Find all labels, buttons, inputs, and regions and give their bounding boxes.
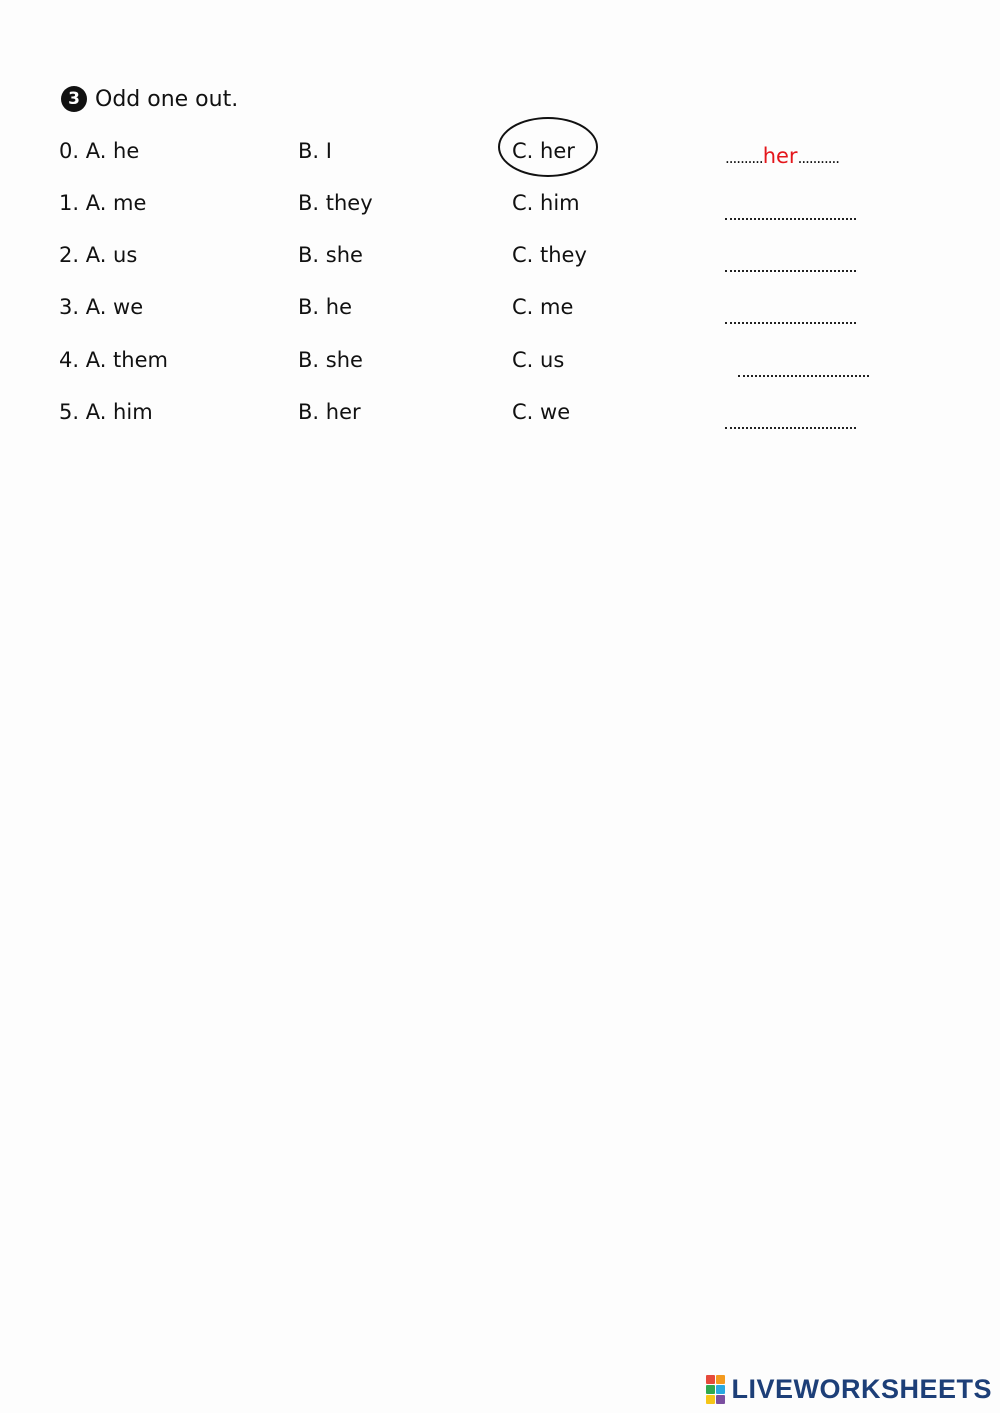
answer-dotted-line (725, 198, 856, 220)
option-b: B. they (298, 191, 373, 215)
question-row-0 (0, 136, 1000, 166)
question-row-3 (0, 292, 1000, 322)
answer-input-4[interactable] (738, 355, 869, 375)
answer-dotted-line (725, 250, 856, 272)
liveworksheets-logo (706, 1374, 992, 1405)
answer-input-3[interactable] (725, 302, 856, 322)
option-c: C. us (512, 348, 565, 372)
exercise-heading (61, 84, 238, 114)
answer-input-2[interactable] (725, 250, 856, 270)
option-b: B. her (298, 400, 361, 424)
question-row-4 (0, 345, 1000, 375)
logo-tiles-icon (706, 1375, 725, 1404)
option-a: 4. A. them (59, 348, 168, 372)
answer-dotted-line (738, 355, 869, 377)
exercise-number-badge: 3 (61, 86, 87, 112)
option-b: B. I (298, 139, 332, 163)
logo-text: LIVEWORKSHEETS (731, 1374, 992, 1404)
option-c: C. they (512, 243, 587, 267)
option-a: 5. A. him (59, 400, 153, 424)
answer-dotted-line (725, 407, 856, 429)
option-c-circled: C. her (512, 136, 575, 166)
option-b: B. she (298, 348, 363, 372)
answer-input-1[interactable] (725, 198, 856, 218)
option-a: 1. A. me (59, 191, 147, 215)
question-row-2 (0, 240, 1000, 270)
option-a: 3. A. we (59, 295, 144, 319)
answer-dotted-line (725, 302, 856, 324)
question-row-5 (0, 397, 1000, 427)
option-b: B. he (298, 295, 352, 319)
question-row-1 (0, 188, 1000, 218)
option-c: C. him (512, 191, 580, 215)
option-b: B. she (298, 243, 363, 267)
answer-input-5[interactable] (725, 407, 856, 427)
option-c: C. me (512, 295, 574, 319)
option-c: C. we (512, 400, 571, 424)
option-a: 0. A. he (59, 139, 140, 163)
answer-field-example: ..........her........... (725, 144, 840, 168)
option-a: 2. A. us (59, 243, 138, 267)
answer-example-text: her (762, 144, 798, 168)
exercise-title: Odd one out. (95, 86, 239, 112)
